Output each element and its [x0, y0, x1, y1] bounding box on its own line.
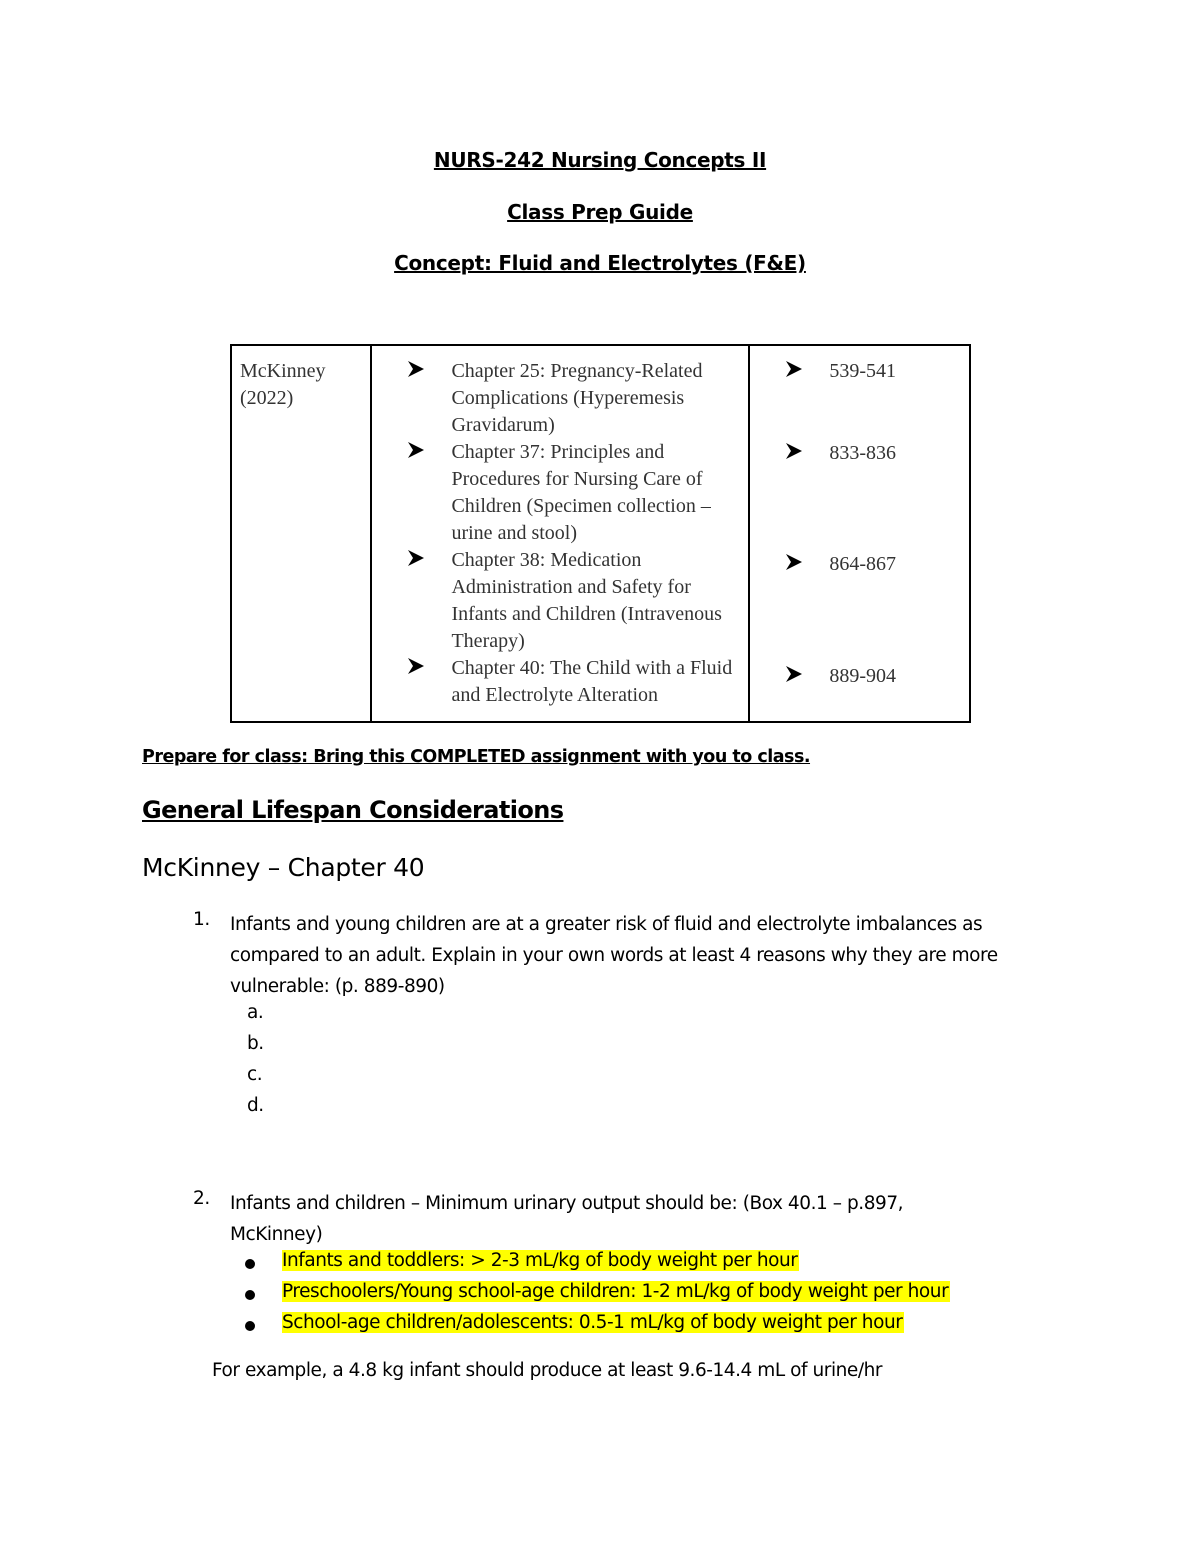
list-item — [412, 655, 740, 709]
chapter-text: Chapter 25: Pregnancy-Related Complications (Hyperemesis Gravidarum) — [451, 360, 703, 436]
question-2-text — [230, 1188, 903, 1250]
question-number: 2. — [193, 1188, 210, 1209]
arrow-bullet-icon — [406, 548, 426, 568]
page-range: 864-867 — [829, 553, 896, 575]
chapters-cell — [371, 345, 749, 722]
page-range: 539-541 — [829, 360, 896, 382]
arrow-bullet-icon — [784, 359, 804, 379]
chapter-text: Chapter 37: Principles and Procedures for Nursing Care of Children (Specimen collection – urine and stool) — [451, 441, 711, 544]
prepare-note: Prepare for class: Bring this COMPLETED assignment with you to class. — [142, 747, 811, 767]
page-range: 889-904 — [829, 665, 896, 687]
question-line: vulnerable: (p. 889-890) — [230, 976, 445, 997]
question-line: compared to an adult. Explain in your own words at least 4 reasons why they are more — [230, 945, 998, 966]
list-item — [412, 358, 740, 439]
chapter-text: Chapter 38: Medication Administration and Safety for Infants and Children (Intravenous Therapy) — [451, 549, 722, 652]
list-item — [412, 439, 740, 547]
list-item — [412, 547, 740, 655]
page-range: 833-836 — [829, 442, 896, 464]
chapter-text: Chapter 40: The Child with a Fluid and Electrolyte Alteration — [451, 657, 733, 706]
guide-title: Class Prep Guide — [507, 200, 693, 224]
arrow-bullet-icon — [784, 441, 804, 461]
page-list — [790, 358, 961, 690]
chapter-list — [412, 358, 740, 709]
example-text: For example, a 4.8 kg infant should produce at least 9.6-14.4 mL of urine/hr — [212, 1360, 883, 1381]
source-year: (2022) — [240, 387, 294, 409]
concept-title: Concept: Fluid and Electrolytes (F&E) — [394, 251, 806, 275]
answer-item-d: d. — [247, 1095, 264, 1116]
bullet-dot-icon — [245, 1321, 255, 1331]
arrow-bullet-icon — [406, 656, 426, 676]
source-author: McKinney — [240, 360, 326, 382]
arrow-bullet-icon — [406, 359, 426, 379]
list-item — [790, 663, 961, 690]
arrow-bullet-icon — [784, 664, 804, 684]
answer-item-a: a. — [247, 1002, 264, 1023]
question-number: 1. — [193, 909, 210, 930]
section-subheading: McKinney – Chapter 40 — [142, 853, 425, 882]
highlighted-bullet: Infants and toddlers: > 2-3 mL/kg of body weight per hour — [282, 1250, 798, 1271]
question-line: Infants and young children are at a greater risk of fluid and electrolyte imbalances as — [230, 914, 983, 935]
pages-cell — [749, 345, 970, 722]
arrow-bullet-icon — [784, 552, 804, 572]
question-1-text — [230, 909, 998, 1002]
readings-table — [230, 344, 971, 723]
list-item — [790, 551, 961, 578]
bullet-dot-icon — [245, 1259, 255, 1269]
question-line: McKinney) — [230, 1224, 323, 1245]
source-cell — [231, 345, 371, 722]
course-title: NURS-242 Nursing Concepts II — [433, 148, 767, 172]
list-item — [790, 440, 961, 467]
highlighted-bullet: Preschoolers/Young school-age children: 1-2 mL/kg of body weight per hour — [282, 1281, 949, 1302]
list-item — [790, 358, 961, 385]
table-row — [231, 345, 970, 722]
question-line: Infants and children – Minimum urinary output should be: (Box 40.1 – p.897, — [230, 1193, 904, 1214]
bullet-dot-icon — [245, 1290, 255, 1300]
section-heading: General Lifespan Considerations — [142, 796, 564, 824]
arrow-bullet-icon — [406, 440, 426, 460]
answer-item-b: b. — [247, 1033, 264, 1054]
answer-item-c: c. — [247, 1064, 263, 1085]
highlighted-bullet: School-age children/adolescents: 0.5-1 mL/kg of body weight per hour — [282, 1312, 903, 1333]
